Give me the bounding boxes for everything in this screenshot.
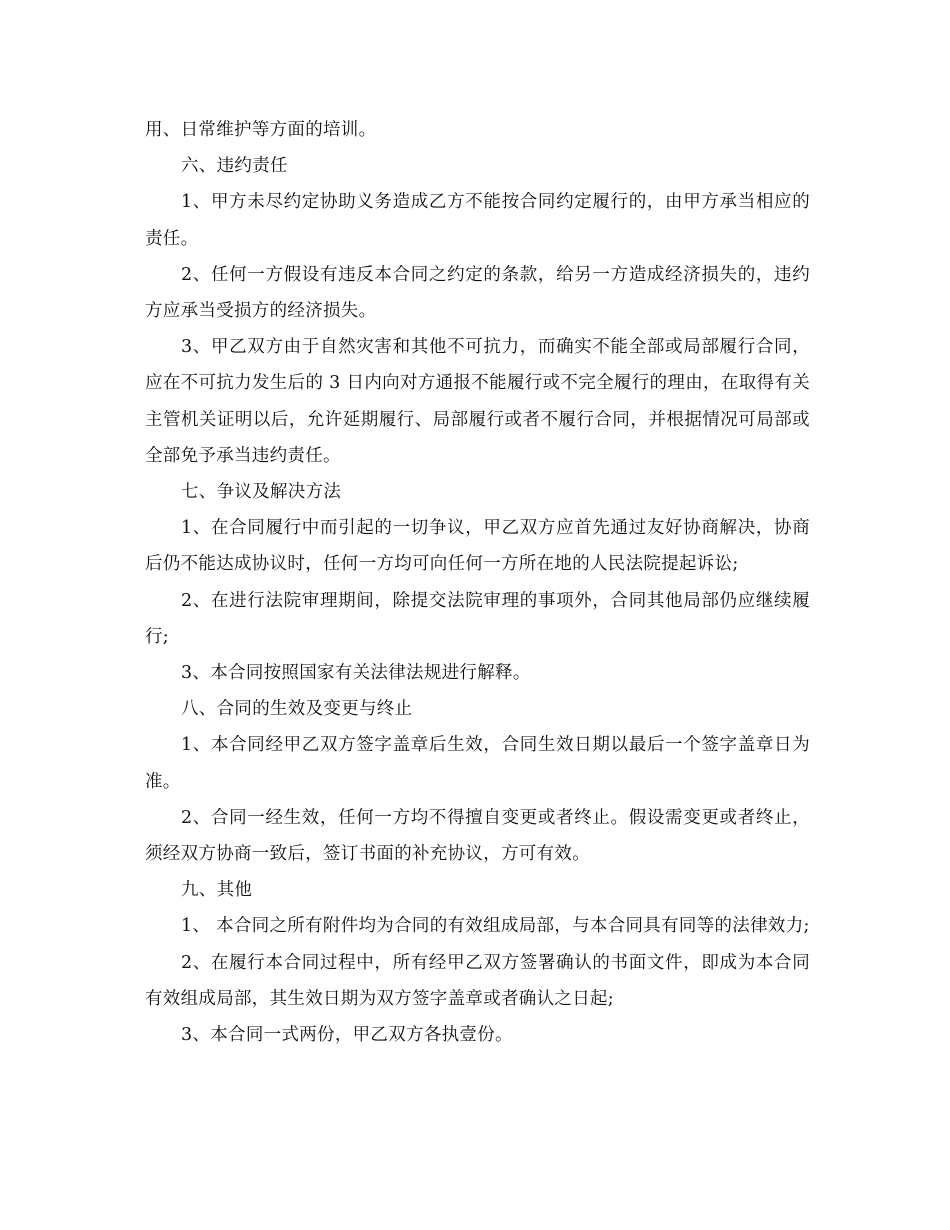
paragraph-training-continuation: 用、日常维护等方面的培训。: [145, 120, 377, 140]
section-heading-dispute-resolution: 七、争议及解决方法: [181, 482, 342, 503]
clause-8-2: 2、合同一经生效，任何一方均不得擅自变更或者终止。假设需变更或者终止，须经双方协商一致后，签订书面的补充协议，方可有效。: [145, 807, 810, 865]
clause-7-3: 3、本合同按照国家有关法律法规进行解释。: [181, 663, 531, 684]
clause-7-1: 1、在合同履行中而引起的一切争议，甲乙双方应首先通过友好协商解决，协商后仍不能达成协议时，任何一方均可向任何一方所在地的人民法院提起诉讼;: [145, 518, 810, 575]
clause-6-3: 3、甲乙双方由于自然灾害和其他不可抗力，而确实不能全部或局部履行合同，应在不可抗力发生后的 3 日内向对方通报不能履行或不完全履行的理由，在取得有关主管机关证明以后，允许延期履行、局部履行或者不履行合同，并根据情况可局部或全部免予承当违约责任。: [145, 337, 810, 466]
clause-8-1: 1、本合同经甲乙双方签字盖章后生效，合同生效日期以最后一个签字盖章日为准。: [145, 735, 810, 792]
section-heading-effectiveness: 八、合同的生效及变更与终止: [181, 699, 413, 720]
section-heading-other: 九、其他: [181, 880, 253, 901]
clause-9-1: 1、 本合同之所有附件均为合同的有效组成局部，与本合同具有同等的法律效力;: [181, 916, 810, 937]
clause-9-2: 2、在履行本合同过程中，所有经甲乙双方签署确认的书面文件，即成为本合同有效组成局部，其生效日期为双方签字盖章或者确认之日起;: [145, 952, 810, 1009]
section-heading-breach-liability: 六、违约责任: [181, 156, 288, 177]
clause-6-1: 1、甲方未尽约定协助义务造成乙方不能按合同约定履行的，由甲方承当相应的责任。: [145, 192, 810, 249]
clause-6-2: 2、任何一方假设有违反本合同之约定的条款，给另一方造成经济损失的，违约方应承当受损方的经济损失。: [145, 264, 810, 322]
document-page: [145, 112, 810, 1053]
clause-9-3: 3、本合同一式两份，甲乙双方各执壹份。: [181, 1025, 513, 1046]
clause-7-2: 2、在进行法院审理期间，除提交法院审理的事项外，合同其他局部仍应继续履行;: [145, 590, 810, 647]
